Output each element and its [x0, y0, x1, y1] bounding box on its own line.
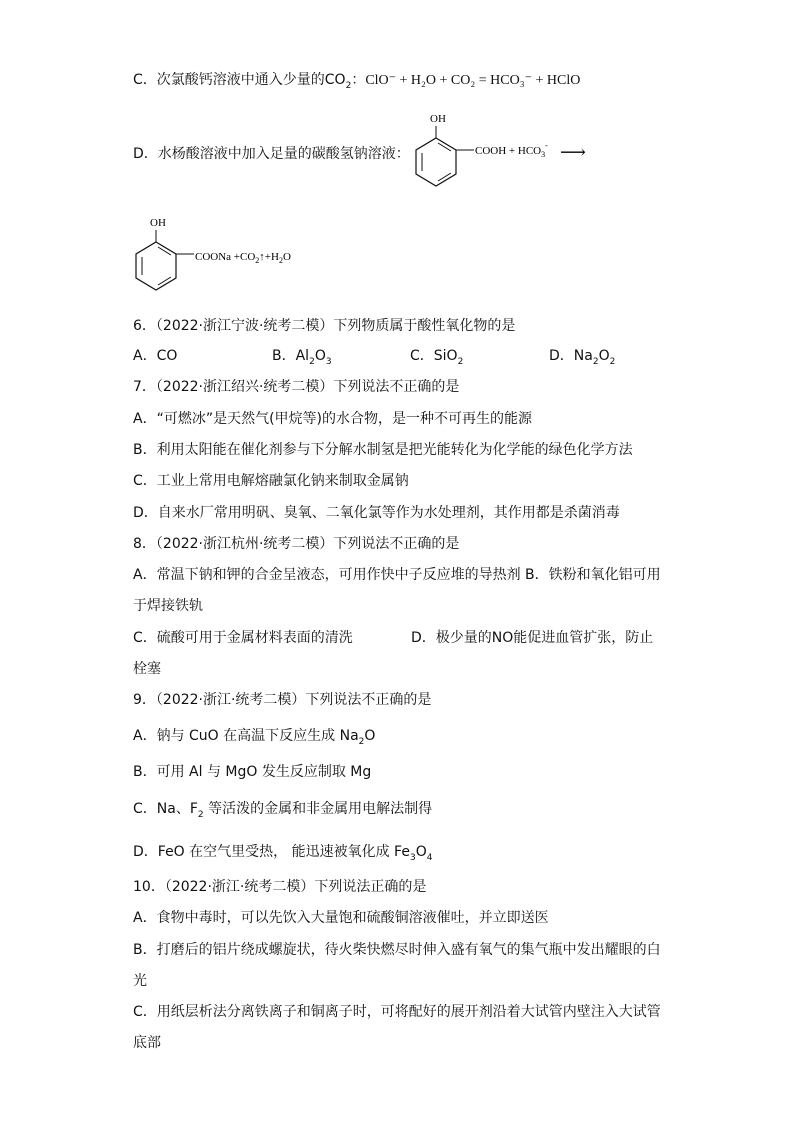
q9-option-a: [133, 726, 375, 746]
subscript: 2: [309, 356, 315, 367]
subscript: 2: [358, 736, 365, 747]
q7-b-text: B．利用太阳能在催化剂参与下分解水制氢是把光能转化为化学能的绿色化学方法: [133, 442, 633, 458]
q7-option-d: [133, 503, 620, 523]
q6-b-text: B．Al: [272, 348, 310, 364]
q5-d-text: D．水杨酸溶液中加入足量的碳酸氢钠溶液：: [133, 146, 410, 162]
q10-b-text: B．打磨后的铝片绕成螺旋状，待火柴快燃尽时伸入盛有氧气的集气瓶中发出耀眼的白: [133, 942, 661, 958]
q6-c-text: C．SiO: [410, 348, 458, 364]
q8-a-text: A．常温下钠和钾的合金呈液态，可用作快中子反应堆的导热剂 B．铁粉和氧化铝可用: [133, 567, 661, 583]
q5-c-text: C．次氯酸钙溶液中通入少量的CO: [133, 72, 346, 88]
q8-text: 8．（2022·浙江杭州·统考二模）下列说法不正确的是: [133, 536, 460, 552]
q9-d-mid: O: [415, 844, 427, 860]
q6-d-text: D．Na: [549, 348, 593, 364]
q7-d-text: D．自来水厂常用明矾、臭氧、二氧化氯等作为水处理剂，其作用都是杀菌消毒: [133, 505, 620, 521]
q7-option-c: [133, 471, 409, 491]
subscript: 3: [325, 356, 332, 367]
q7-option-a: [133, 409, 532, 429]
q9-d-text: D．FeO 在空气里受热， 能迅速被氧化成 Fe: [133, 844, 410, 860]
q7-c-text: C．工业上常用电解熔融氯化钠来制取金属钠: [133, 473, 409, 489]
q6-b-mid: O: [314, 348, 326, 364]
q9-option-c: [133, 799, 432, 819]
q6-a-text: A．CO: [133, 348, 178, 364]
subscript: 2: [457, 356, 464, 367]
q10-stem: [133, 877, 426, 897]
q10-a-text: A．食物中毒时，可以先饮入大量饱和硫酸铜溶液催吐，并立即送医: [133, 910, 549, 926]
q7-option-b: [133, 440, 633, 460]
subscript: 3: [409, 852, 416, 863]
q5-option-d: [133, 144, 410, 164]
subscript: 2: [197, 809, 204, 820]
q8-a-text-cont: 于焊接铁轨: [133, 598, 203, 614]
coona-label: COONa $+CO_2↑+H_2O$: [195, 251, 291, 265]
salicylic-acid-structure: [400, 108, 600, 198]
q7-stem: [133, 377, 459, 397]
q10-option-b: [133, 940, 661, 960]
q8-c-text: C．硫酸可用于金属材料表面的清洗: [133, 630, 353, 646]
q9-stem: [133, 690, 431, 710]
q8-option-d-cont: [133, 659, 161, 679]
q6-option-d: [549, 346, 615, 366]
q7-text: 7．（2022·浙江绍兴·统考二模）下列说法不正确的是: [133, 379, 460, 395]
colon: ：: [351, 72, 366, 88]
cooh-label: COOH + $HCO_3^-$: [475, 141, 548, 159]
q6-option-a: [133, 346, 177, 366]
q6-text: 6．（2022·浙江宁波·统考二模）下列物质属于酸性氧化物的是: [133, 318, 516, 334]
q9-option-b: [133, 762, 371, 782]
q8-option-c: [133, 628, 353, 648]
q6-option-b: [272, 346, 332, 366]
q10-option-b-cont: [133, 971, 147, 991]
q6-d-mid: O: [598, 348, 610, 364]
q9-b-text: B．可用 Al 与 MgO 发生反应制取 Mg: [133, 764, 372, 780]
q10-text: 10．（2022·浙江·统考二模）下列说法正确的是: [133, 879, 427, 895]
q5-c-equation: ClO⁻ + H₂O + CO₂ = HCO₃⁻ + HClO: [365, 73, 581, 88]
q10-c-text-cont: 底部: [133, 1035, 161, 1051]
subscript: 2: [345, 80, 352, 91]
q8-stem: [133, 534, 459, 554]
q10-option-c-cont: [133, 1033, 161, 1053]
oh-label-2: OH: [150, 217, 166, 229]
q6-option-c: [410, 346, 463, 366]
q9-option-d: [133, 842, 432, 862]
reaction-arrow: ⟶: [560, 142, 586, 162]
q8-option-a: [133, 565, 661, 585]
q6-stem: [133, 316, 515, 336]
subscript: 4: [426, 852, 433, 863]
q9-a-tail: O: [364, 728, 376, 744]
q9-c-text: C．Na、F: [133, 801, 198, 817]
sodium-salicylate-structure: [120, 210, 340, 300]
q8-option-a-cont: [133, 596, 203, 616]
subscript: 2: [592, 356, 599, 367]
q9-a-text: A．钠与 CuO 在高温下反应生成 Na: [133, 728, 359, 744]
q5-option-c: [133, 70, 580, 91]
q10-b-text-cont: 光: [133, 973, 147, 989]
q10-option-a: [133, 908, 549, 928]
q10-option-c: [133, 1002, 661, 1022]
subscript: 2: [609, 356, 616, 367]
oh-label: OH: [430, 113, 446, 125]
q7-a-text: A．“可燃冰”是天然气(甲烷等)的水合物，是一种不可再生的能源: [133, 411, 533, 427]
q10-c-text: C．用纸层析法分离铁离子和铜离子时，可将配好的展开剂沿着大试管内壁注入大试管: [133, 1004, 661, 1020]
q9-text: 9．（2022·浙江·统考二模）下列说法不正确的是: [133, 692, 432, 708]
q8-option-d: [411, 628, 653, 648]
q8-d-text: D．极少量的NO能促进血管扩张，防止: [411, 630, 654, 646]
q8-d-text-cont: 栓塞: [133, 661, 161, 677]
q9-c-post: 等活泼的金属和非金属用电解法制得: [203, 801, 433, 817]
